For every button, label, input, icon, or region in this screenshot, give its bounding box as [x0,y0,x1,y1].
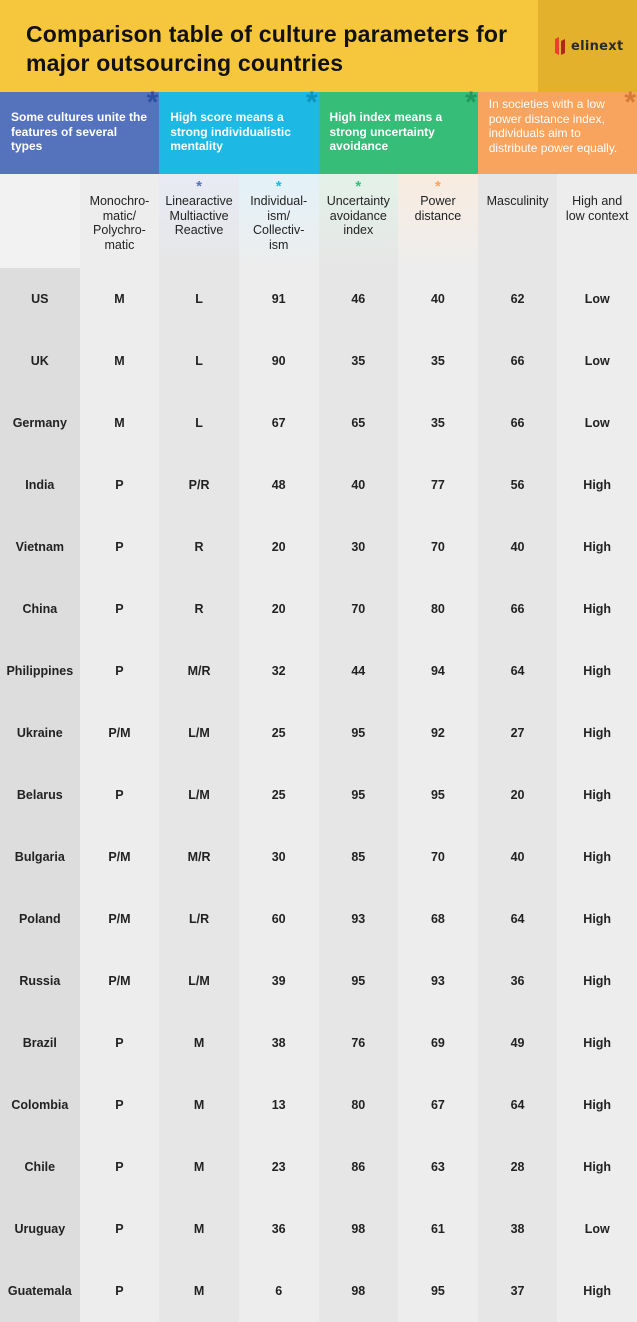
table-cell-uncertainty-avoidance: 70 [319,578,399,640]
table-row [0,1260,637,1322]
table-cell-time-perception: P [80,1012,160,1074]
table-cell-individualism: 20 [239,578,319,640]
page-title: Comparison table of culture parameters for major outsourcing countries [26,21,508,76]
table-cell-time-perception: P [80,578,160,640]
table-cell-masculinity: 20 [478,764,558,826]
table-cell-context: High [557,950,637,1012]
column-header-country [0,174,80,268]
table-cell-power-distance: 95 [398,1260,478,1322]
country-name: Poland [0,888,80,950]
country-name: Ukraine [0,702,80,764]
column-header-label: Individual- ism/ Collectiv- ism [250,194,308,252]
table-cell-uncertainty-avoidance: 98 [319,1198,399,1260]
table-cell-masculinity: 64 [478,888,558,950]
table-cell-masculinity: 64 [478,640,558,702]
table-cell-context: High [557,1012,637,1074]
table-cell-time-perception: P [80,1074,160,1136]
note-text: High index means a strong uncertainty avoidance [329,110,443,153]
table-cell-power-distance: 69 [398,1012,478,1074]
country-name: Germany [0,392,80,454]
table-cell-time-perception: P/M [80,702,160,764]
table-cell-masculinity: 66 [478,392,558,454]
table-cell-context: High [557,516,637,578]
table-cell-individualism: 90 [239,330,319,392]
table-row [0,392,637,454]
table-cell-context: High [557,454,637,516]
table-cell-context: High [557,640,637,702]
table-cell-power-distance: 80 [398,578,478,640]
asterisk-icon: * [624,86,636,119]
table-cell-context: High [557,578,637,640]
table-row [0,950,637,1012]
table-cell-uncertainty-avoidance: 86 [319,1136,399,1198]
table-cell-cultural-type: R [159,578,239,640]
table-cell-individualism: 13 [239,1074,319,1136]
table-cell-power-distance: 61 [398,1198,478,1260]
table-cell-time-perception: P [80,764,160,826]
table-cell-uncertainty-avoidance: 98 [319,1260,399,1322]
table-row [0,640,637,702]
note-text: Some cultures unite the features of several types [11,110,148,153]
table-cell-power-distance: 93 [398,950,478,1012]
table-cell-time-perception: P [80,1198,160,1260]
note-uncertainty [319,86,478,174]
table-cell-power-distance: 68 [398,888,478,950]
table-cell-individualism: 30 [239,826,319,888]
table-cell-power-distance: 35 [398,392,478,454]
table-cell-masculinity: 62 [478,268,558,330]
country-name: Brazil [0,1012,80,1074]
country-name: Belarus [0,764,80,826]
table-row [0,1074,637,1136]
note-combined-types [0,86,159,174]
table-cell-masculinity: 37 [478,1260,558,1322]
table-cell-cultural-type: L [159,330,239,392]
table-cell-individualism: 25 [239,702,319,764]
table-cell-individualism: 20 [239,516,319,578]
column-header-masculinity [478,174,558,268]
asterisk-marker-icon: * [196,178,202,195]
table-cell-individualism: 60 [239,888,319,950]
table-cell-time-perception: M [80,392,160,454]
table-cell-context: High [557,702,637,764]
table-cell-power-distance: 67 [398,1074,478,1136]
table-cell-time-perception: P/M [80,826,160,888]
table-cell-cultural-type: L/M [159,702,239,764]
country-name: Bulgaria [0,826,80,888]
asterisk-marker-icon: * [275,178,282,195]
elinext-logo[interactable] [554,36,624,56]
table-row [0,516,637,578]
table-cell-time-perception: P [80,1136,160,1198]
table-header-row [0,174,637,268]
table-cell-masculinity: 28 [478,1136,558,1198]
table-cell-masculinity: 49 [478,1012,558,1074]
table-cell-power-distance: 92 [398,702,478,764]
table-cell-context: High [557,1260,637,1322]
table-row [0,330,637,392]
table-cell-time-perception: M [80,268,160,330]
country-name: India [0,454,80,516]
table-cell-power-distance: 70 [398,826,478,888]
country-name: Philippines [0,640,80,702]
table-cell-masculinity: 66 [478,578,558,640]
country-name: China [0,578,80,640]
table-cell-power-distance: 70 [398,516,478,578]
table-row [0,1198,637,1260]
table-cell-masculinity: 64 [478,1074,558,1136]
column-header-label: Monochro- matic/ Polychro- matic [89,194,150,252]
table-cell-masculinity: 27 [478,702,558,764]
table-row [0,454,637,516]
table-cell-masculinity: 36 [478,950,558,1012]
table-cell-context: High [557,764,637,826]
table-row [0,888,637,950]
table-cell-time-perception: M [80,330,160,392]
note-power-distance [478,86,637,174]
column-header-label: Power distance [414,194,462,223]
table-row [0,268,637,330]
note-text: High score means a strong individualistic mentality [170,110,291,153]
table-row [0,1136,637,1198]
table-cell-individualism: 6 [239,1260,319,1322]
elinext-logo-icon [554,36,566,56]
table-cell-cultural-type: M/R [159,640,239,702]
table-cell-context: High [557,1074,637,1136]
table-cell-cultural-type: M [159,1260,239,1322]
country-name: Russia [0,950,80,1012]
table-cell-power-distance: 95 [398,764,478,826]
asterisk-marker-icon: * [355,178,362,195]
table-cell-uncertainty-avoidance: 30 [319,516,399,578]
table-cell-individualism: 48 [239,454,319,516]
table-cell-uncertainty-avoidance: 35 [319,330,399,392]
country-name: Guatemala [0,1260,80,1322]
table-cell-individualism: 23 [239,1136,319,1198]
column-header-label: Linearactive Multiactive Reactive [165,194,233,237]
table-cell-cultural-type: L/R [159,888,239,950]
column-header-label: Uncertainty avoidance index [326,194,390,237]
country-name: Uruguay [0,1198,80,1260]
table-cell-cultural-type: M [159,1074,239,1136]
table-cell-context: Low [557,1198,637,1260]
table-cell-context: High [557,888,637,950]
country-name: Vietnam [0,516,80,578]
table-cell-time-perception: P [80,454,160,516]
note-individualism [159,86,318,174]
table-cell-uncertainty-avoidance: 40 [319,454,399,516]
table-cell-time-perception: P [80,640,160,702]
table-cell-context: Low [557,330,637,392]
table-cell-cultural-type: M/R [159,826,239,888]
table-cell-uncertainty-avoidance: 95 [319,702,399,764]
asterisk-icon: * [305,86,318,119]
country-name: US [0,268,80,330]
column-header-label: High and low context [565,194,629,223]
asterisk-marker-icon: * [435,178,441,195]
table-cell-cultural-type: M [159,1198,239,1260]
column-header-context [557,174,637,268]
table-cell-masculinity: 40 [478,826,558,888]
logo-text: elinext [571,38,624,54]
asterisk-icon: * [465,86,477,119]
asterisk-icon: * [146,86,159,119]
comparison-table [0,174,637,1322]
table-cell-individualism: 36 [239,1198,319,1260]
column-header-power-distance [398,174,478,268]
table-cell-cultural-type: L [159,268,239,330]
country-name: Chile [0,1136,80,1198]
table-cell-masculinity: 56 [478,454,558,516]
table-cell-power-distance: 94 [398,640,478,702]
legend-notes [0,86,637,174]
table-cell-individualism: 39 [239,950,319,1012]
table-cell-cultural-type: L/M [159,950,239,1012]
table-cell-individualism: 38 [239,1012,319,1074]
table-row [0,826,637,888]
table-row [0,702,637,764]
page-header [0,0,637,92]
column-header-time-perception [80,174,160,268]
table-cell-power-distance: 77 [398,454,478,516]
table-body [0,268,637,1322]
table-cell-individualism: 25 [239,764,319,826]
table-row [0,764,637,826]
table-cell-uncertainty-avoidance: 95 [319,950,399,1012]
table-cell-cultural-type: M [159,1136,239,1198]
table-cell-uncertainty-avoidance: 65 [319,392,399,454]
table-cell-individualism: 91 [239,268,319,330]
column-header-label: Masculinity [486,194,549,208]
table-cell-context: Low [557,268,637,330]
table-cell-context: High [557,1136,637,1198]
table-cell-uncertainty-avoidance: 95 [319,764,399,826]
table-cell-time-perception: P [80,1260,160,1322]
table-cell-masculinity: 40 [478,516,558,578]
table-cell-time-perception: P/M [80,888,160,950]
table-cell-uncertainty-avoidance: 76 [319,1012,399,1074]
table-cell-context: Low [557,392,637,454]
table-cell-cultural-type: R [159,516,239,578]
table-cell-uncertainty-avoidance: 80 [319,1074,399,1136]
table-cell-uncertainty-avoidance: 93 [319,888,399,950]
table-cell-uncertainty-avoidance: 46 [319,268,399,330]
table-row [0,578,637,640]
table-cell-cultural-type: L [159,392,239,454]
table-cell-time-perception: P/M [80,950,160,1012]
country-name: Colombia [0,1074,80,1136]
table-cell-uncertainty-avoidance: 85 [319,826,399,888]
column-header-individualism [239,174,319,268]
table-cell-power-distance: 40 [398,268,478,330]
table-cell-cultural-type: M [159,1012,239,1074]
table-cell-cultural-type: L/M [159,764,239,826]
note-text: In societies with a low power distance index, individuals aim to distribute power equally. [488,97,618,155]
column-header-uncertainty-avoidance [319,174,399,268]
table-cell-cultural-type: P/R [159,454,239,516]
column-header-cultural-type [159,174,239,268]
table-cell-individualism: 67 [239,392,319,454]
table-cell-power-distance: 35 [398,330,478,392]
table-cell-masculinity: 38 [478,1198,558,1260]
table-cell-context: High [557,826,637,888]
country-name: UK [0,330,80,392]
table-cell-power-distance: 63 [398,1136,478,1198]
table-row [0,1012,637,1074]
table-cell-time-perception: P [80,516,160,578]
table-cell-masculinity: 66 [478,330,558,392]
table-cell-individualism: 32 [239,640,319,702]
table-cell-uncertainty-avoidance: 44 [319,640,399,702]
